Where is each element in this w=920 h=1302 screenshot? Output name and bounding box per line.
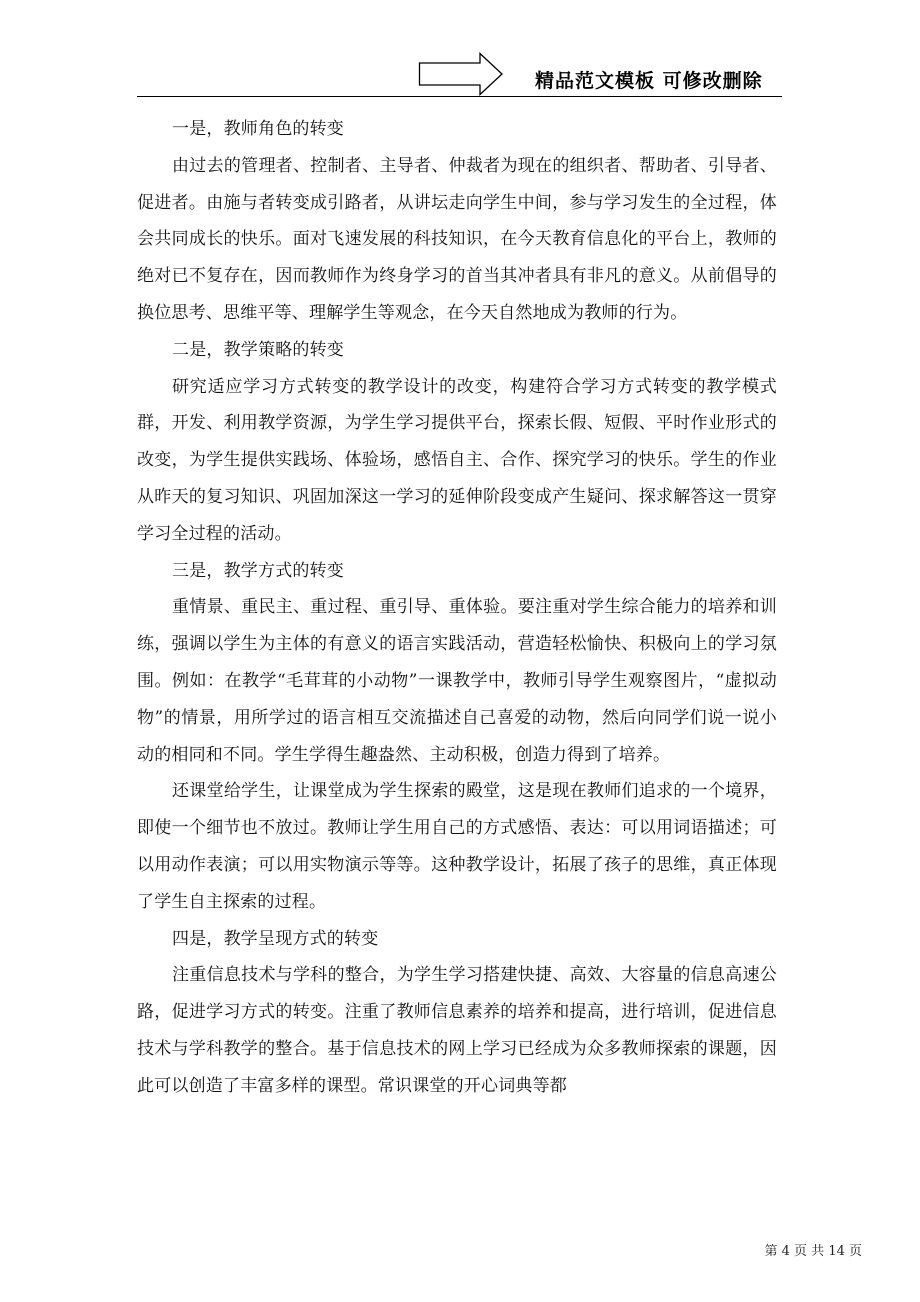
section-heading-presentation-method: 四是，教学呈现方式的转变 — [172, 928, 379, 949]
page-header — [0, 0, 920, 100]
paragraph: 研究适应学习方式转变的教学设计的改变，构建符合学习方式转变的教学模式群，开发、利用教学资源，为学生学习提供平台，探索长假、短假、平时作业形式的改变，为学生提供实践场、体验场，感悟自主、合作、探究学习的快乐。学生的作业从昨天的复习知识、巩固加深这一学习的延伸阶段变成产生疑问、探求解答这一贯穿学习全过程的活动。 — [137, 376, 777, 544]
header-title: 精品范文模板 可修改删除 — [535, 70, 763, 92]
section-heading-teaching-strategy: 二是，教学策略的转变 — [172, 339, 344, 360]
section-heading-teaching-method: 三是，教学方式的转变 — [172, 560, 344, 581]
paragraph: 由过去的管理者、控制者、主导者、仲裁者为现在的组织者、帮助者、引导者、促进者。由施与者转变成引路者，从讲坛走向学生中间，参与学习发生的全过程，体会共同成长的快乐。面对飞速发展的科技知识，在今天教育信息化的平台上，教师的绝对已不复存在，因而教师作为终身学习的首当其冲者具有非凡的意义。从前倡导的换位思考、思维平等、理解学生等观念，在今天自然地成为教师的行为。 — [137, 155, 777, 323]
header-divider — [137, 96, 782, 97]
page-number: 第 4 页 共 14 页 — [764, 1244, 862, 1259]
paragraph: 重情景、重民主、重过程、重引导、重体验。要注重对学生综合能力的培养和训练，强调以学生为主体的有意义的语言实践活动，营造轻松愉快、积极向上的学习氛围。例如：在教学“毛茸茸的小动物”一课教学中，教师引导学生观察图片，“虚拟动物”的情景，用所学过的语言相互交流描述自己喜爱的动物，然后向同学们说一说小动的相同和不同。学生学得生趣盎然、主动积极，创造力得到了培养。 — [137, 597, 777, 765]
paragraph: 还课堂给学生，让课堂成为学生探索的殿堂，这是现在教师们追求的一个境界，即使一个细节也不放过。教师让学生用自己的方式感悟、表达：可以用词语描述；可以用动作表演；可以用实物演示等等。这种教学设计，拓展了孩子的思维，真正体现了学生自主探索的过程。 — [137, 781, 777, 912]
paragraph: 注重信息技术与学科的整合，为学生学习搭建快捷、高效、大容量的信息高速公路，促进学习方式的转变。注重了教师信息素养的培养和提高，进行培训，促进信息技术与学科教学的整合。基于信息技术的网上学习已经成为众多教师探索的课题，因此可以创造了丰富多样的课型。常识课堂的开心词典等都 — [137, 965, 777, 1096]
document-body — [137, 111, 777, 1105]
arrow-right-icon — [418, 52, 504, 96]
section-heading-teacher-role: 一是，教师角色的转变 — [172, 119, 344, 139]
